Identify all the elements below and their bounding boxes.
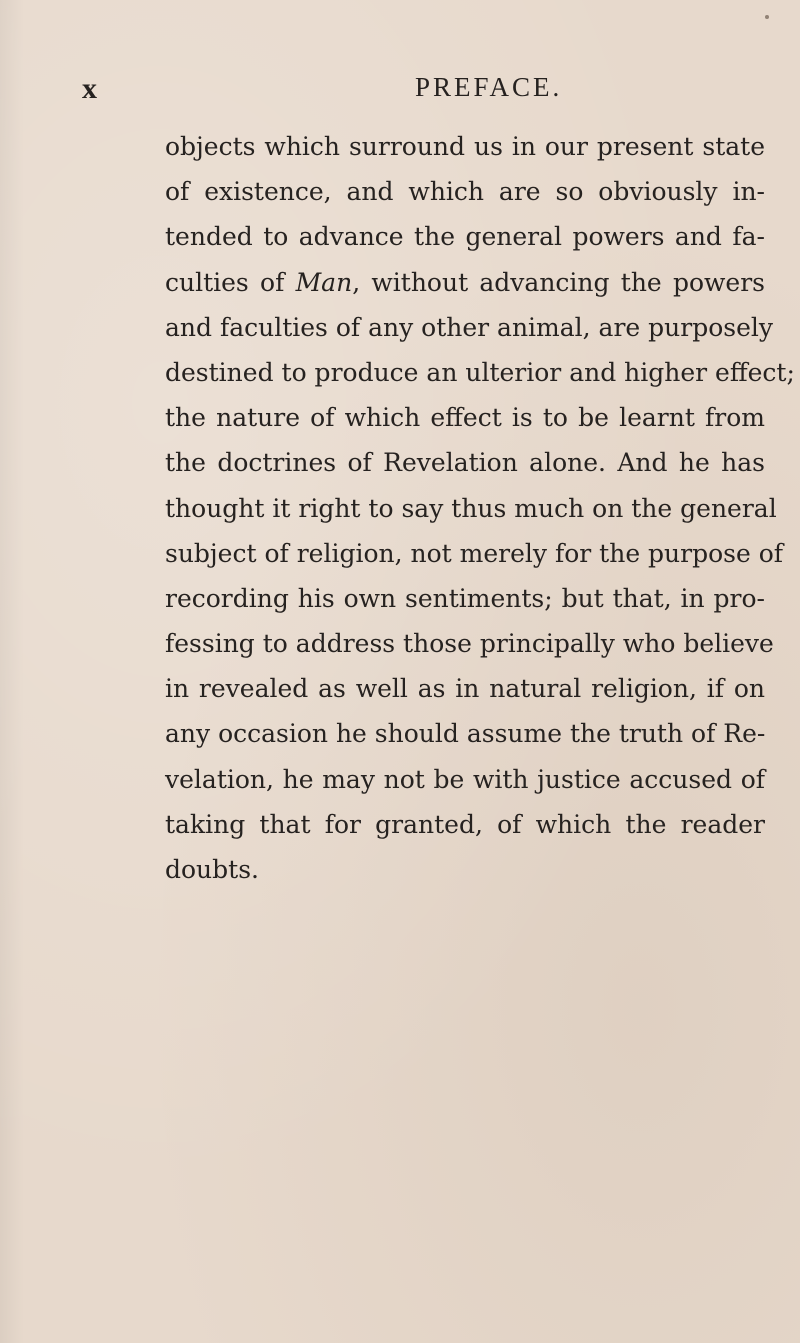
text-fragment: tended to advance the general powers and fa-: [165, 222, 765, 252]
text-line: [165, 214, 765, 259]
text-fragment: subject of religion, not merely for the purpose of: [165, 538, 784, 568]
text-fragment: objects which surround us in our present state: [165, 132, 765, 161]
text-line: [165, 621, 774, 666]
text-line: [165, 802, 765, 847]
text-line: [165, 169, 765, 214]
text-line: [165, 711, 765, 756]
page-number: x: [82, 72, 98, 105]
text-fragment: fessing to address those principally who believe: [165, 629, 774, 659]
text-fragment: the nature of which effect is to be learnt from: [165, 403, 765, 433]
text-line: [165, 847, 765, 892]
text-fragment: of existence, and which are so obviously in-: [165, 177, 765, 207]
text-line: [165, 486, 777, 531]
italic-text-fragment: Man: [295, 267, 353, 297]
text-fragment: thought it right to say thus much on the general: [165, 493, 777, 523]
text-line: [165, 666, 765, 711]
text-fragment: recording his own sentiments; but that, in pro-: [165, 583, 765, 613]
text-fragment: the doctrines of Revelation alone. And he has: [165, 448, 765, 478]
text-fragment: , without advancing the powers: [352, 267, 765, 297]
text-line: [165, 260, 765, 305]
text-line: [165, 395, 765, 440]
text-line: [165, 350, 795, 395]
text-fragment: velation, he may not be with justice accused of: [165, 764, 765, 794]
text-line: [165, 305, 773, 350]
text-line: [165, 576, 765, 621]
text-fragment: in revealed as well as in natural religion, if on: [165, 674, 765, 704]
text-line: [165, 757, 765, 802]
running-title: PREFACE.: [415, 72, 563, 102]
body-text: [165, 124, 795, 892]
text-fragment: destined to produce an ulterior and higher effect;: [165, 357, 795, 387]
text-line: [165, 531, 784, 576]
text-fragment: any occasion he should assume the truth of Re-: [165, 719, 766, 749]
text-line: [165, 440, 765, 485]
text-fragment: doubts.: [165, 855, 259, 884]
paper-speck: [765, 15, 769, 19]
text-fragment: and faculties of any other animal, are purposely: [165, 312, 773, 342]
running-head: [0, 72, 800, 112]
text-line: [165, 124, 765, 169]
text-fragment: taking that for granted, of which the reader: [165, 809, 765, 839]
text-fragment: culties of: [165, 267, 296, 297]
